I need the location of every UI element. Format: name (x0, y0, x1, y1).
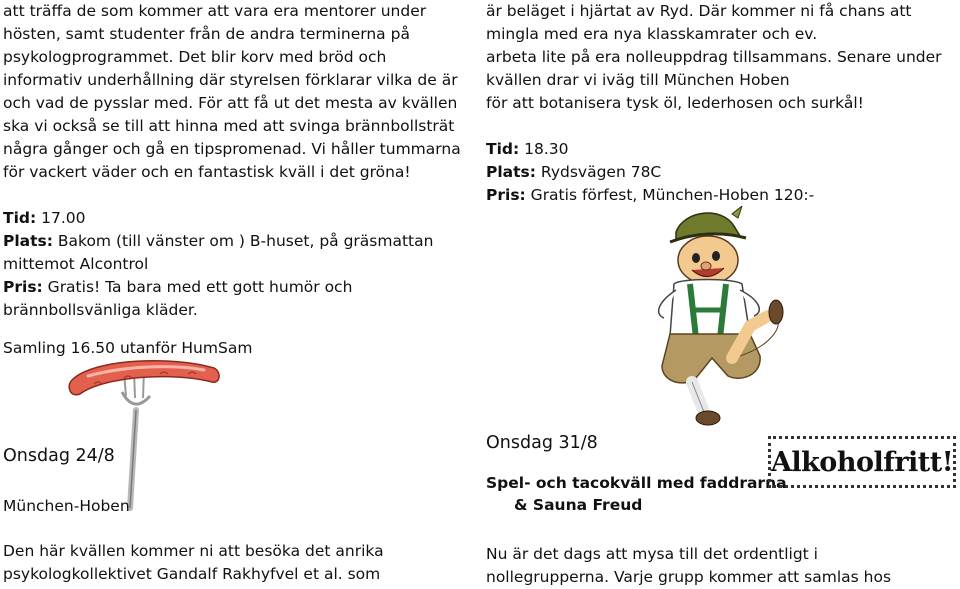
event-left-desc-line: psykologkollektivet Gandalf Rakhyfvel et al. som (3, 565, 381, 583)
right-tid-row (486, 138, 942, 161)
left-intro-line: några gånger och gå en tipspromenad. Vi håller tummarna (3, 140, 461, 158)
event-right-description (486, 543, 891, 589)
tid-value: 18.30 (519, 140, 569, 158)
plats-value: Rydsvägen 78C (535, 163, 662, 181)
left-intro-line: och vad de pysslar med. För att få ut det mesta av kvällen (3, 94, 458, 112)
right-intro-line: arbeta lite på era nolleuppdrag tillsammans. Senare under (486, 48, 942, 66)
right-column (486, 0, 942, 207)
left-plats-row (3, 230, 461, 253)
samling-text: Samling 16.50 utanför HumSam (3, 339, 253, 357)
left-column (3, 0, 461, 322)
event-date-31-8: Onsdag 31/8 (486, 433, 598, 453)
tid-label: Tid: (486, 140, 520, 158)
event-right-desc-line: Nu är det dags att mysa till det ordentligt i (486, 545, 818, 563)
event-title-sauna-freud: & Sauna Freud (514, 496, 643, 514)
alkoholfritt-badge (768, 436, 956, 488)
event-right-desc-line: nollegrupperna. Varje grupp kommer att samlas hos (486, 568, 892, 586)
event-left-description (3, 540, 384, 586)
right-pris-row (486, 184, 942, 207)
plats-label: Plats: (486, 163, 536, 181)
pris-value: Gratis förfest, München-Hoben 120:- (525, 186, 815, 204)
lederhosen-man-icon (600, 206, 800, 436)
right-intro-line: kvällen drar vi iväg till München Hoben (486, 71, 790, 89)
plats-value: Bakom (till vänster om ) B-huset, på gräsmattan (52, 232, 434, 250)
left-intro-line: för vackert väder och en fantastisk kväll i det gröna! (3, 163, 411, 181)
pris-label: Pris: (3, 278, 43, 296)
event-date-24-8: Onsdag 24/8 (3, 446, 115, 466)
tid-label: Tid: (3, 209, 37, 227)
right-intro-line: mingla med era nya klasskamrater och ev. (486, 25, 818, 43)
left-intro-line: ska vi också se till att hinna med att svinga brännbollsträt (3, 117, 455, 135)
left-plats-row-2: mittemot Alcontrol (3, 255, 149, 273)
tid-value: 17.00 (36, 209, 86, 227)
right-intro-line: är beläget i hjärtat av Ryd. Där kommer ni få chans att (486, 2, 912, 20)
event-title-munchen-hoben: München-Hoben (3, 497, 130, 515)
left-pris-row (3, 276, 461, 299)
left-intro-line: att träffa de som kommer att vara era mentorer under (3, 2, 427, 20)
left-tid-row (3, 207, 461, 230)
event-left-desc-line: Den här kvällen kommer ni att besöka det anrika (3, 542, 384, 560)
left-intro-line: informativ underhållning där styrelsen förklarar vilka de är (3, 71, 458, 89)
right-plats-row (486, 161, 942, 184)
pris-label: Pris: (486, 186, 526, 204)
left-pris-row-2: brännbollsvänliga kläder. (3, 301, 198, 319)
plats-label: Plats: (3, 232, 53, 250)
left-intro-line: hösten, samt studenter från de andra terminerna på (3, 25, 410, 43)
event-title-tacokvall: Spel- och tacokväll med faddrarna (486, 474, 787, 492)
alkoholfritt-text: Alkoholfritt! (770, 446, 954, 478)
left-intro-line: psykologprogrammet. Det blir korv med bröd och (3, 48, 387, 66)
right-intro-line: för att botanisera tysk öl, lederhosen och surkål! (486, 94, 864, 112)
pris-value: Gratis! Ta bara med ett gott humör och (42, 278, 353, 296)
sausage-on-fork-icon (64, 352, 224, 516)
